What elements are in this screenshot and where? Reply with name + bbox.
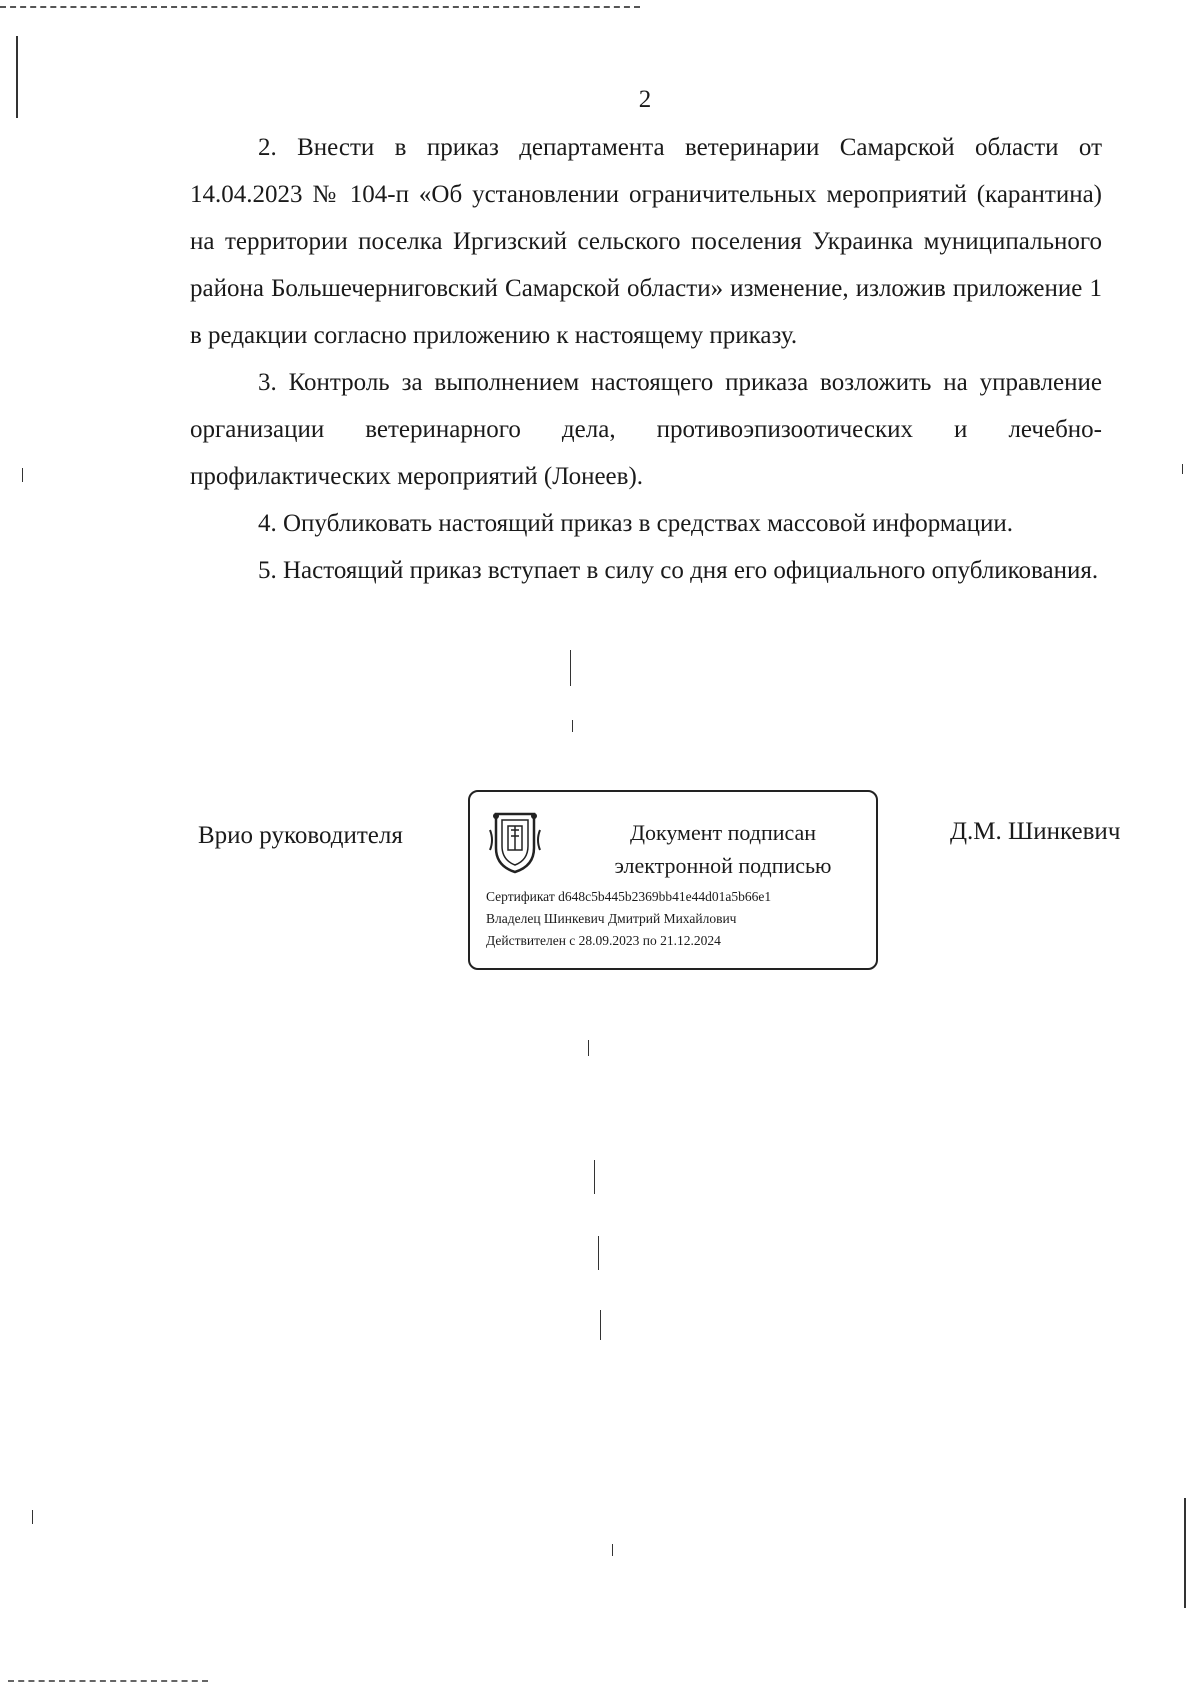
paragraph-5: 5. Настоящий приказ вступает в силу со дня его официального опубликования. bbox=[258, 557, 1099, 584]
scan-edge-dashes-top bbox=[0, 6, 640, 8]
scan-mark bbox=[588, 1040, 589, 1056]
page-number: 2 bbox=[638, 86, 652, 113]
scan-mark bbox=[1182, 464, 1183, 474]
stamp-details bbox=[486, 886, 771, 952]
stamp-heading-line2: электронной подписью bbox=[614, 853, 832, 878]
scan-edge-dashes-bottom bbox=[8, 1680, 208, 1682]
scan-mark bbox=[572, 720, 573, 732]
scan-mark bbox=[570, 650, 571, 686]
scan-mark bbox=[32, 1510, 33, 1524]
coat-of-arms-icon bbox=[488, 810, 542, 876]
stamp-heading-line1: Документ подписан bbox=[629, 820, 817, 845]
scan-mark bbox=[1184, 1498, 1186, 1608]
owner-line: Владелец Шинкевич Дмитрий Михайлович bbox=[486, 911, 737, 926]
order-body bbox=[190, 124, 1102, 594]
signatory-title: Врио руководителя bbox=[198, 822, 403, 849]
electronic-signature-stamp bbox=[468, 790, 878, 970]
scan-mark bbox=[594, 1160, 595, 1194]
stamp-heading bbox=[588, 816, 858, 882]
certificate-line: Сертификат d648c5b445b2369bb41e44d01a5b66e1 bbox=[486, 889, 772, 904]
scan-mark bbox=[598, 1236, 599, 1270]
signatory-name: Д.М. Шинкевич bbox=[950, 818, 1121, 845]
scan-mark bbox=[612, 1544, 613, 1556]
paragraph-2: 2. Внести в приказ департамента ветеринарии Самарской области от 14.04.2023 № 104-п «Об установлении ограничительных мероприятий (карантина) на территории поселка Иргизский сельского поселения Украинка муниципального района Большечерниговский Самарской области» изменение, изложив приложение 1 в редакции согласно приложению к настоящему приказу. bbox=[190, 134, 1102, 349]
validity-line: Действителен с 28.09.2023 по 21.12.2024 bbox=[486, 933, 721, 948]
paragraph-3: 3. Контроль за выполнением настоящего приказа возложить на управление организации ветеринарного дела, противоэпизоотических и лечебно-профилактических мероприятий (Лонеев). bbox=[190, 369, 1102, 490]
paragraph-4: 4. Опубликовать настоящий приказ в средствах массовой информации. bbox=[258, 510, 1014, 537]
scan-mark bbox=[22, 468, 23, 482]
scan-mark bbox=[600, 1310, 601, 1340]
